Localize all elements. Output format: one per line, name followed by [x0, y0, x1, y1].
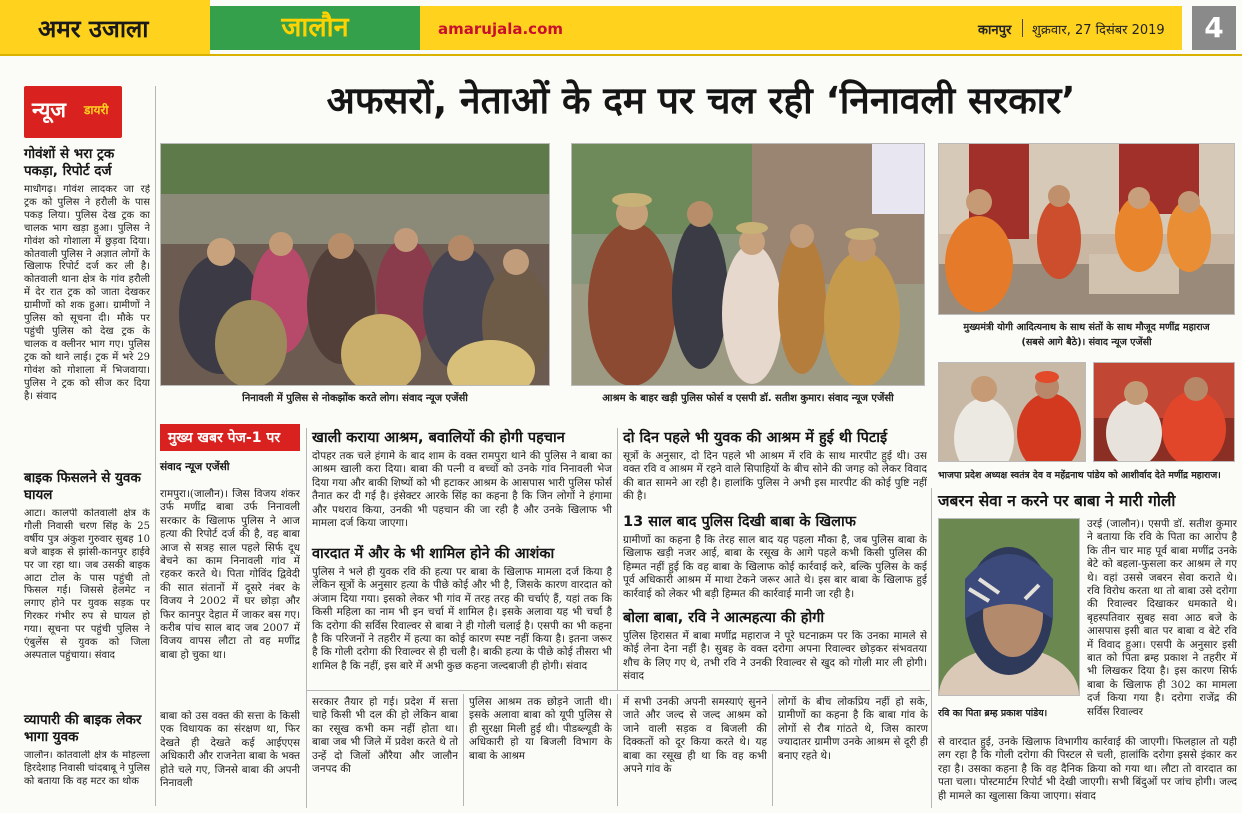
- police-force-photo: [571, 143, 925, 386]
- edition-name: जालौन: [210, 6, 420, 50]
- page-number: 4: [1192, 6, 1236, 50]
- main-headline: अफसरों, नेताओं के दम पर चल रही ‘निनावली सरकार’: [326, 79, 1076, 122]
- page-ref-label: मुख्य खबर पेज-1 पर: [168, 430, 281, 446]
- police-photo-illustration: [572, 144, 925, 386]
- subsection-body: पुलिस ने भले ही युवक रवि की हत्या पर बाबा के खिलाफ मामला दर्ज किया है लेकिन सूत्रों के अनुसार हत्या के पीछे कोई और भी है, जिसके कारण वारदात को अंजाम दिया गया। इसको लेकर भी गांव में तरह तरह की चर्चाएं हैं, यहां तक कि किसी महिला का नाम भी इन चर्चा में शामिल है। इसके अलावा यह भी चर्चा है कि दरोगा की सर्विस रिवाल्वर से बाबा ने ही गोली चलाई है। एसपी का भी कहना है कि परिजनों ने तहरीर में हत्या का कोई कारण स्पष्ट नहीं किया है। इतना जरूर है कि गोली दरोगा की रिवाल्वर से ही चली है। बाकी हत्या के पीछे कोई तीसरा भी शामिल है कि नहीं, इस बारे में अभी कुछ कहना जल्दबाजी ही होगी। संवाद: [312, 566, 612, 672]
- column-divider: [306, 428, 307, 808]
- meeting-photo-illustration: [939, 144, 1235, 315]
- website-link[interactable]: amarujala.com: [438, 20, 564, 38]
- page-ref-badge[interactable]: [160, 424, 300, 451]
- photo-caption: आश्रम के बाहर खड़ी पुलिस फोर्स व एसपी डॉ. सतीश कुमार। संवाद न्यूज एजेंसी: [602, 393, 894, 404]
- lead-story-text: बाबा को उस वक्त की सत्ता के किसी एक विधायक का संरक्षण था, फिर देखते ही देखते कई आईएएस अधिकारी और राजनेता बाबा के भक्त होते चले गए, जिनसे बाबा की अपनी निनावली: [160, 710, 300, 790]
- lead-story-text: रामपुरा।(जालौन)। जिस विजय शंकर उर्फ मणींद्र बाबा उर्फ निनावली सरकार के खिलाफ पुलिस ने आज हत्या की रिपोर्ट दर्ज की है, वह बाबा आज से सत्रह साल पहले सिर्फ दूध बेचने का काम निनावली गांव में रहकर करते थे। पिता गोविंद द्विवेदी की सात संतानों में दूसरे नंबर के विजय ने 2002 में घर छोड़ा और फिर कानपुर देहात में जाकर बस गए। करीब पांच साल बाद जब 2007 में विजय वापस लौटा तो वह मणींद्र बाबा हो चुका था।: [160, 488, 300, 661]
- subsection-headline: 13 साल बाद पुलिस दिखी बाबा के खिलाफ: [623, 514, 856, 530]
- masthead-underline: [0, 54, 1242, 56]
- masthead: [0, 0, 1242, 56]
- masthead-divider: [1022, 19, 1023, 37]
- photo-caption: मुख्यमंत्री योगी आदित्यनाथ के साथ संतों के साथ मौजूद मणींद्र महाराज: [963, 322, 1210, 333]
- news-diary-label-2: डायरी: [84, 103, 109, 117]
- blessing-right-illustration: [1094, 363, 1235, 462]
- column-divider: [617, 428, 618, 690]
- photo-caption: निनावली में पुलिस से नोकझोंक करते लोग। संवाद न्यूज एजेंसी: [242, 393, 468, 404]
- diary-item-body: आटा। कालपी कोतवाली क्षेत्र के गौली निवासी चरण सिंह के 25 वर्षीय पुत्र अंकुश गुरुवार सुबह 10 बजे बाइक से झांसी-कानपुर हाईवे पर जा रहा था। जब उसकी बाइक आटा टोल के पास पहुंची तो फिसल गई। जिससे हेलमेट न लगाए होने पर युवक सड़क पर गिरकर गंभीर रुप से घायल हो गया। सूचना पर पहुंची पुलिस ने एंबुलेंस से युवक को जिला अस्पताल पहुंचाया। संवाद: [24, 508, 150, 661]
- blessing-photo-right: [1093, 362, 1235, 462]
- lead-story-text: पुलिस आश्रम तक छोड़ने जाती थी। इसके अलावा बाबा को यूपी पुलिस से ही सुरक्षा मिली हुई थी। पीडब्ल्यूडी के अधिकारी हो या बिजली विभाग के बाबा के आश्रम: [469, 696, 612, 762]
- column-divider: [772, 694, 773, 806]
- lead-story-text: सरकार तैयार हो गई। प्रदेश में सत्ता चाहे किसी भी दल की हो लेकिन बाबा का रसूख कभी कम नहीं होता था। बाबा जब भी जिले में प्रवेश करते थे तो उन्हें दो जिलों औरैया और जालौन जनपद की: [312, 696, 458, 776]
- column-divider: [931, 488, 932, 808]
- blessing-photo-left: [938, 362, 1086, 462]
- crowd-police-photo: [160, 143, 550, 386]
- subsection-body: पुलिस हिरासत में बाबा मणींद्र महाराज ने पूरे घटनाक्रम पर कि उनका मामले से कोई लेना देना नहीं है। सुबह के वक्त दरोगा अपना रिवाल्वर छोड़कर संभवतया शौच के लिए गए थे, तभी रवि ने उनकी रिवाल्वर से खुद को गोली मार ली होगी। संवाद: [623, 630, 927, 683]
- subsection-body: ग्रामीणों का कहना है कि तेरह साल बाद यह पहला मौका है, जब पुलिस बाबा के खिलाफ खड़ी नजर आई, बाबा के रसूख के आगे पहले कभी किसी पुलिस की हिम्मत नहीं हुई कि वह बाबा के खिलाफ कोई कार्रवाई करे, बल्कि पुलिस के कई पूर्व अधिकारी आश्रम में माथा टेकने जरूर आते थे। इस बार बाबा के खिलाफ हुई कार्रवाई को लेकर भी बड़ी हिम्मत की कार्रवाई मानी जा रही है।: [623, 534, 927, 600]
- side-story-text: उरई (जालौन)। एसपी डॉ. सतीश कुमार ने बताया कि रवि के पिता का आरोप है कि तीन चार माह पूर्व बाबा मणींद्र उनके बेटे को बहला-फुसला कर आश्रम ले गए थे। वहां उससे जबरन सेवा कराते थे। रवि विरोध करता था तो बाबा उसे दरोगा की रिवाल्वर दिखाकर धमकाते थे। बृहस्पतिवार सुबह सवा आठ बजे के आसपास इसी बात पर बाबा व बेटे रवि में विवाद हुआ। एसपी के अनुसार इसी बात को पिता ब्रम्ह प्रकाश ने तहरीर में भी लिखकर दिया है। इस कारण सिर्फ बाबा के खिलाफ ही 302 का मामला दर्ज किया गया है। दरोगा राजेंद्र की सर्विस रिवाल्वर: [1087, 518, 1237, 718]
- subsection-headline: वारदात में और के भी शामिल होने की आशंका: [312, 546, 555, 562]
- side-story-text: से वारदात हुई, उनके खिलाफ विभागीय कार्रवाई की जाएगी। फिलहाल तो यही लग रहा है कि गोली दरोगा की पिस्टल से चली, हालांकि दरोगा इससे इंकार कर रहा है। उसका कहना है कि वह दैनिक क्रिया को गया था। लौटा तो वारदात का पता चला। पोस्टमार्टम रिपोर्ट भी देखी जाएगी। सभी बिंदुओं पर जांच होगी। जल्द ही मामले का खुलासा किया जाएगा। संवाद: [938, 736, 1237, 802]
- father-portrait-photo: [938, 518, 1080, 696]
- photo-caption: रवि का पिता ब्रम्ह प्रकाश पांडेय।: [938, 708, 1048, 719]
- diary-item-headline: बाइक फिसलने से युवक घायल: [24, 470, 141, 503]
- cm-meeting-photo: [938, 143, 1235, 315]
- lead-story-text: में सभी उनकी अपनी समस्याएं सुनने जाते और जल्द से जल्द आश्रम को जाने वाली सड़क व बिजली की दिक्कतों को दूर किया करते थे। यह बाबा का रसूख ही था कि वह कभी अपने गांव के: [623, 696, 767, 776]
- news-diary-divider: [155, 86, 156, 806]
- brand-logo[interactable]: अमर उजाला: [38, 15, 149, 43]
- crowd-photo-illustration: [161, 144, 550, 386]
- issue-date: शुक्रवार, 27 दिसंबर 2019: [1032, 23, 1165, 38]
- diary-item-body: माधौगढ़। गोवंश लादकर जा रहे ट्रक को पुलिस ने हरौली के पास पकड़ लिया। पुलिस देख ट्रक का चालक भाग खड़ा हुआ। पुलिस ने गोवंश को गोशाला में छुड़वा दिया। कोतवाली पुलिस ने अज्ञात लोगों के खिलाफ रिपोर्ट दर्ज कर ली है। कोतवाली थाना क्षेत्र के गांव हरौली में देर रात ट्रक को जाता देखकर ग्रामीणों को शक हुआ। ग्रामीणों ने पुलिस को सूचना दी। मौके पर पहुंची पुलिस को देख ट्रक के चालक व क्लीनर भाग गए। पुलिस ट्रक को थाने लाई। ट्रक में भरे 29 गोवंश को गोशाला में भिजवाया। पुलिस ने ट्रक को सीज कर दिया है। संवाद: [24, 184, 150, 402]
- blessing-left-illustration: [939, 363, 1086, 462]
- photo-caption: भाजपा प्रदेश अध्यक्ष स्वतंत्र देव व महेंद्रनाथ पांडेय को आशीर्वाद देते मणींद्र महाराज।: [938, 470, 1221, 481]
- edition-city: कानपुर: [978, 23, 1012, 38]
- side-story-headline: जबरन सेवा न करने पर बाबा ने मारी गोली: [938, 492, 1176, 510]
- diary-item-body: जालौन। कोतवाली क्षेत्र के मोहल्ला हिरदेशाह निवासी चांदबाबू ने पुलिस को बताया कि वह मटर का थोक: [24, 750, 150, 787]
- subsection-headline: खाली कराया आश्रम, बवालियों की होगी पहचान: [312, 430, 565, 446]
- news-diary-label: न्यूज: [32, 98, 66, 122]
- lead-story-text: लोगों के बीच लोकप्रिय नहीं हो सके, ग्रामीणों का कहना है कि बाबा गांव के लोगों से रौब गांठते थे, जिस कारण ज्यादातर ग्रामीण उनके आश्रम से दूरी ही बनाए रहते थे।: [778, 696, 928, 762]
- subsection-body: सूत्रों के अनुसार, दो दिन पहले भी आश्रम में रवि के साथ मारपीट हुई थी। उस वक्त रवि व आश्रम में रहने वाले सिपाहियों के बीच सोने की जगह को लेकर विवाद की बात सामने आ रही है। हालांकि पुलिस ने अभी इस मारपीट की कोई पुष्टि नहीं की है।: [623, 450, 927, 503]
- column-divider: [617, 694, 618, 806]
- subsection-headline: दो दिन पहले भी युवक की आश्रम में हुई थी पिटाई: [623, 430, 888, 446]
- news-diary-badge: [24, 86, 122, 138]
- photo-caption: (सबसे आगे बैठे)। संवाद न्यूज एजेंसी: [1021, 337, 1152, 348]
- diary-item-headline: व्यापारी की बाइक लेकर भागा युवक: [24, 712, 142, 745]
- diary-item-headline: गोवंशों से भरा ट्रक पकड़ा, रिपोर्ट दर्ज: [24, 146, 115, 179]
- subsection-body: दोपहर तक चले हंगामे के बाद शाम के वक्त रामपुरा थाने की पुलिस ने बाबा का आश्रम खाली करा दिया। बाबा की पत्नी व बच्चों को उनके गांव निनावली भेज दिया गया और बाकी शिष्यों को भी हटाकर आश्रम के आसपास भारी पुलिस फोर्स तैनात कर दी गई है। इंसेक्टर आरके सिंह का कहना है कि जिन लोगों ने हंगामा और पथराव किया, उनकी भी पहचान की जा रही है और उनके खिलाफ भी मामला दर्ज किया जाएगा।: [312, 450, 612, 530]
- subsection-headline: बोला बाबा, रवि ने आत्महत्या की होगी: [623, 610, 825, 626]
- column-divider: [463, 694, 464, 806]
- story-credit: संवाद न्यूज एजेंसी: [160, 461, 230, 473]
- section-divider: [306, 690, 930, 691]
- portrait-illustration: [939, 519, 1080, 696]
